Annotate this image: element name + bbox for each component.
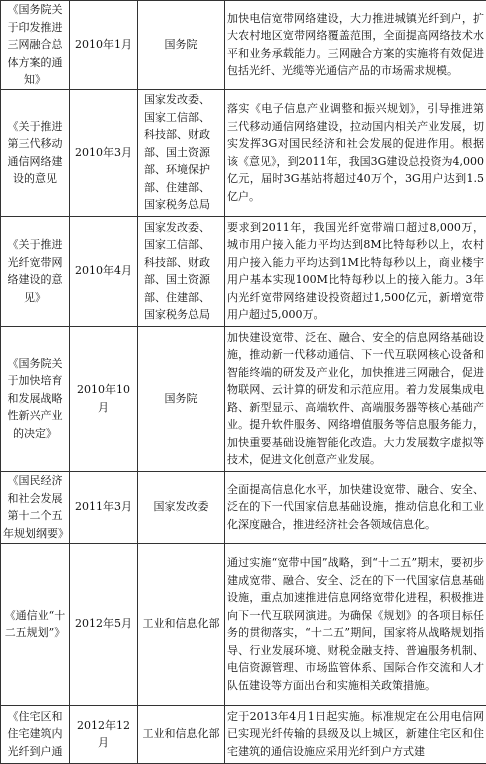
issuer-cell <box>138 326 225 471</box>
policy-content-text: 全面提高信息化水平，加快建设宽带、融合、安全、泛在的下一代国家信息基础设施，推动信息化和工业化深度融合，推进经济社会各领域信息化。 <box>227 481 484 534</box>
issue-date-cell: 2012年5月 <box>70 543 138 705</box>
issuer-cell <box>138 1 225 90</box>
issuer-line: 国家税务总局 <box>140 196 222 214</box>
issue-date-cell: 2010年3月 <box>70 89 138 216</box>
policy-content-text: 落实《电子信息产业调整和振兴规划》，引导推进第三代移动通信网络建设，拉动国内相关产业发展，切实发挥3G对国民经济和社会发展的促进作用。根据该《意见》，到2011年，我国3G建设总投资为4,000亿元，届时3G基站将超过40万个，3G用户达到1.5亿户。 <box>227 100 484 205</box>
table-row <box>1 705 486 763</box>
policy-content-cell <box>225 705 486 763</box>
table-row <box>1 326 486 471</box>
policy-content-text: 通过实施“宽带中国”战略，到“十二五”期末，要初步建成宽带、融合、安全、泛在的下一代国家信息基础设施，重点加速推进信息网络宽带化进程，积极推进向下一代互联网演进。为确保《规划》的各项目标任务的贯彻落实，“十二五”期间，国家将从战略规划指导、行业发展环境、财税金融支持、普遍服务机制、电信资源管理、市场监管体系、国际合作交流和人才队伍建设等方面出台和实施相关政策措施。 <box>227 554 484 694</box>
issue-date-cell: 2010年4月 <box>70 216 138 326</box>
policy-content-text: 要求到2011年，我国光纤宽带端口超过8,000万，城市用户接入能力平均达到8M比特每秒以上，农村用户接入能力平均达到1M比特每秒以上，商业楼宇用户基本实现100M比特每秒以上的接入能力。3年内光纤宽带网络建设投资超过1,500亿元，新增宽带用户超过5,000万。 <box>227 219 484 324</box>
issuer-line: 部、住建部、 <box>140 179 222 197</box>
table-row <box>1 89 486 216</box>
policy-name-cell: 《关于推进第三代移动通信网络建设的意见 <box>1 89 70 216</box>
issue-date-cell: 2012年12月 <box>70 705 138 763</box>
table-row <box>1 471 486 543</box>
issue-date-cell: 2011年3月 <box>70 471 138 543</box>
policy-content-cell <box>225 1 486 90</box>
issuer-line: 国务院 <box>140 36 222 54</box>
policy-name-cell: 《住宅区和住宅建筑内光纤到户通 <box>1 705 70 763</box>
policy-content-text: 加快建设宽带、泛在、融合、安全的信息网络基础设施，推动新一代移动通信、下一代互联网核心设备和智能终端的研发及产业化，加快推进三网融合，促进物联网、云计算的研发和示范应用。着力发展集成电路、新型显示、高端软件、高端服务器等核心基础产业。提升软件服务、网络增值服务等信息服务能力，加快重要基础设施智能化改造。大力发展数字虚拟等技术，促进文化创意产业发展。 <box>227 329 484 469</box>
issuer-line: 国家发改委 <box>140 498 222 516</box>
issuer-cell <box>138 89 225 216</box>
policy-content-cell <box>225 216 486 326</box>
issuer-line: 国家工信部、 <box>140 236 222 254</box>
issue-date-cell: 2010年1月 <box>70 1 138 90</box>
policy-name-cell: 《通信业“十二五规划”》 <box>1 543 70 705</box>
policy-content-cell <box>225 326 486 471</box>
policy-name-cell: 《国务院关于加快培育和发展战略性新兴产业的决定》 <box>1 326 70 471</box>
issuer-line: 工业和信息化部 <box>140 725 222 743</box>
table-row <box>1 1 486 90</box>
policy-name-cell: 《国务院关于印发推进三网融合总体方案的通知》 <box>1 1 70 90</box>
policy-content-text: 定于2013年4月1日起实施。标准规定在公用电信网已实现光纤传输的县级及以上城区，新建住宅区和住宅建筑的通信设施应采用光纤到户方式建 <box>227 708 484 761</box>
issuer-line: 部、国土资源 <box>140 271 222 289</box>
issuer-line: 国家发改委、 <box>140 91 222 109</box>
issuer-cell <box>138 705 225 763</box>
policy-content-cell <box>225 89 486 216</box>
issuer-line: 国务院 <box>140 390 222 408</box>
issuer-line: 国家税务总局 <box>140 306 222 324</box>
policy-content-text: 加快电信宽带网络建设，大力推进城镇光纤到户，扩大农村地区宽带网络覆盖范围，全面提高网络技术水平和业务承载能力。三网融合方案的实施将有效促进包括光纤、光缆等光通信产品的市场需求规模。 <box>227 10 484 80</box>
issue-date-cell: 2010年10月 <box>70 326 138 471</box>
issuer-line: 部、住建部、 <box>140 289 222 307</box>
issuer-line: 工业和信息化部 <box>140 615 222 633</box>
issuer-cell <box>138 471 225 543</box>
issuer-cell <box>138 543 225 705</box>
policy-name-cell: 《关于推进光纤宽带网络建设的意见》 <box>1 216 70 326</box>
policy-name-cell: 《国民经济和社会发展第十二个五年规划纲要》 <box>1 471 70 543</box>
issuer-line: 科技部、财政 <box>140 126 222 144</box>
issuer-line: 国家工信部、 <box>140 109 222 127</box>
table-row <box>1 216 486 326</box>
issuer-line: 部、环境保护 <box>140 161 222 179</box>
issuer-line: 部、国土资源 <box>140 144 222 162</box>
policy-content-cell <box>225 543 486 705</box>
issuer-cell <box>138 216 225 326</box>
issuer-line: 科技部、财政 <box>140 254 222 272</box>
table-row <box>1 543 486 705</box>
issuer-line: 国家发改委、 <box>140 219 222 237</box>
policy-content-cell <box>225 471 486 543</box>
